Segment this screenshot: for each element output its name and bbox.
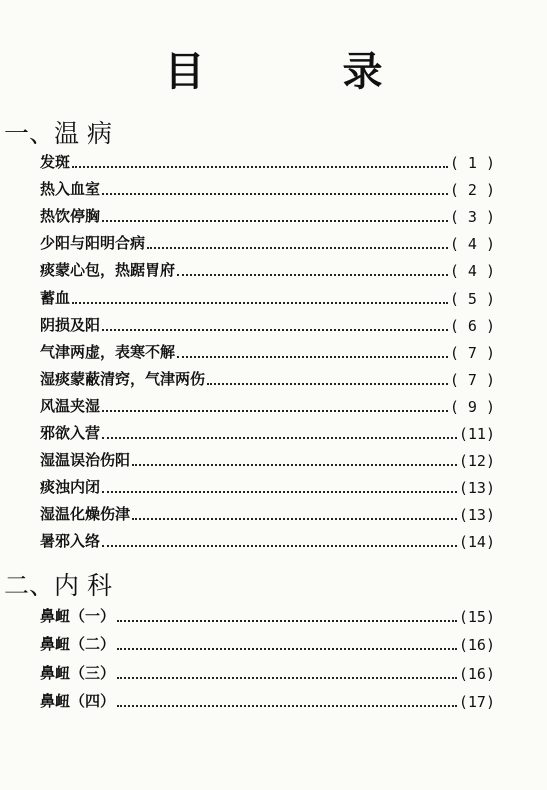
toc-entry[interactable] [40, 524, 495, 551]
toc-entry-label: 热入血室 [40, 180, 101, 199]
toc-entry-label: 湿痰蒙蔽清窍，气津两伤 [40, 369, 206, 388]
toc-entry[interactable] [40, 683, 495, 712]
toc-entry[interactable] [40, 626, 495, 655]
toc-list-neike [40, 597, 495, 711]
toc-entry-page: (14) [458, 533, 495, 552]
toc-entry-label: 鼻衄（一） [40, 606, 116, 625]
leader-dots [207, 382, 448, 385]
toc-entry-label: 湿温误治伤阳 [40, 451, 131, 470]
toc-entry-page: (15) [458, 607, 495, 626]
toc-entry-page: (12) [458, 452, 495, 471]
toc-entry-label: 发斑 [40, 153, 71, 172]
toc-entry-label: 暑邪入络 [40, 532, 101, 551]
leader-dots [132, 517, 457, 520]
toc-entry[interactable] [40, 199, 495, 226]
toc-entry[interactable] [40, 597, 495, 626]
toc-entry[interactable] [40, 172, 495, 199]
leader-dots [72, 165, 448, 168]
toc-entry-label: 湿温化燥伤津 [40, 505, 131, 524]
toc-entry-label: 气津两虚，表寒不解 [40, 342, 176, 361]
toc-entry-page: ( 4 ) [449, 262, 495, 281]
toc-entry-label: 痰浊内闭 [40, 478, 101, 497]
leader-dots [177, 273, 448, 276]
toc-entry[interactable] [40, 145, 495, 172]
section-heading-wenbing: 一、温 病 [4, 119, 112, 148]
leader-dots [117, 704, 457, 707]
toc-entry-label: 邪欲入营 [40, 424, 101, 443]
toc-entry[interactable] [40, 497, 495, 524]
toc-entry[interactable] [40, 335, 495, 362]
leader-dots [102, 219, 448, 222]
toc-entry[interactable] [40, 280, 495, 307]
page-title: 目 录 [164, 49, 445, 95]
leader-dots [102, 544, 457, 547]
toc-entry[interactable] [40, 470, 495, 497]
toc-entry[interactable] [40, 389, 495, 416]
toc-entry-page: ( 4 ) [449, 235, 495, 254]
toc-entry-page: ( 7 ) [449, 370, 495, 389]
leader-dots [117, 676, 457, 679]
toc-entry[interactable] [40, 308, 495, 335]
toc-entry[interactable] [40, 362, 495, 389]
toc-entry-page: ( 6 ) [449, 316, 495, 335]
toc-entry-label: 鼻衄（三） [40, 663, 116, 682]
leader-dots [102, 328, 448, 331]
toc-entry-label: 鼻衄（四） [40, 692, 116, 710]
toc-entry-label: 少阳与阳明合病 [40, 234, 146, 253]
toc-entry-page: (13) [458, 479, 495, 498]
toc-entry-label: 鼻衄（二） [40, 635, 116, 653]
leader-dots [102, 436, 457, 439]
toc-entry-page: ( 5 ) [449, 289, 495, 308]
toc-entry-page: ( 2 ) [449, 181, 495, 200]
leader-dots [102, 192, 448, 195]
toc-entry-label: 阴损及阳 [40, 315, 101, 334]
toc-entry-label: 热饮停胸 [40, 207, 101, 226]
leader-dots [132, 463, 457, 466]
toc-entry-label: 痰蒙心包，热踞胃府 [40, 261, 176, 280]
toc-entry[interactable] [40, 253, 495, 280]
toc-entry-page: ( 1 ) [449, 154, 495, 173]
leader-dots [177, 355, 448, 358]
toc-entry-page: ( 9 ) [449, 397, 495, 416]
leader-dots [117, 647, 457, 650]
toc-list-wenbing [40, 145, 495, 551]
toc-entry-page: (17) [458, 693, 495, 711]
toc-entry-label: 风温夹湿 [40, 396, 101, 415]
toc-entry-page: (11) [458, 425, 495, 444]
toc-entry-page: ( 3 ) [449, 208, 495, 227]
toc-entry[interactable] [40, 226, 495, 253]
toc-entry-page: (16) [458, 636, 495, 654]
leader-dots [72, 301, 448, 304]
toc-entry[interactable] [40, 416, 495, 443]
toc-entry-label: 蓄血 [40, 288, 71, 307]
leader-dots [117, 619, 457, 622]
toc-entry-page: (13) [458, 506, 495, 525]
toc-entry[interactable] [40, 654, 495, 683]
section-heading-neike: 二、内 科 [4, 571, 112, 600]
leader-dots [102, 409, 448, 412]
toc-entry-page: (16) [458, 664, 495, 683]
toc-entry-page: ( 7 ) [449, 343, 495, 362]
toc-entry[interactable] [40, 443, 495, 470]
leader-dots [147, 246, 448, 249]
leader-dots [102, 490, 457, 493]
